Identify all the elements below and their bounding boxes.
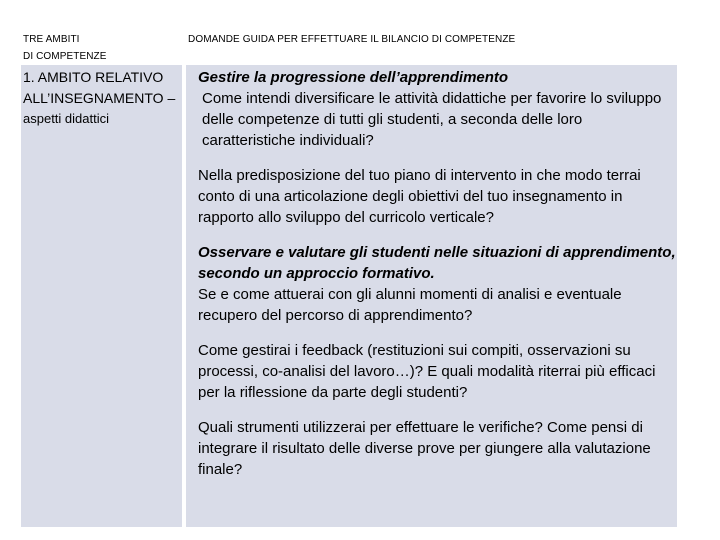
header-domande-guida: DOMANDE GUIDA PER EFFETTUARE IL BILANCIO DI COMPETENZE	[188, 34, 516, 45]
ambito-detail: aspetti didattici	[23, 111, 109, 126]
question-1-heading: Gestire la progressione dell’apprendimento	[198, 69, 509, 86]
question-4-text: Come gestirai i feedback (restituzioni sui compiti, osservazioni su processi, co-analisi del lavoro…)? E quali modalità riterrai più efficaci per la riflessione da parte degli studenti?	[198, 342, 656, 401]
header-tre-ambiti	[23, 31, 173, 65]
question-block-1	[198, 67, 677, 151]
questions-cell	[186, 65, 677, 527]
question-3-text: Se e come attuerai con gli alunni momenti di analisi e eventuale recupero del percorso di apprendimento?	[198, 286, 622, 324]
ambito-title: 1. AMBITO RELATIVO	[23, 69, 164, 85]
header-left-line2: DI COMPETENZE	[23, 51, 107, 62]
question-1-text: Come intendi diversificare le attività didattiche per favorire lo sviluppo delle competenze di tutti gli studenti, a seconda delle loro caratteristiche individuali?	[202, 90, 662, 149]
ambito-cell	[21, 65, 182, 527]
question-3-heading: Osservare e valutare gli studenti nelle situazioni di apprendimento, secondo un approccio formativo.	[198, 244, 676, 282]
question-block-3	[198, 242, 677, 326]
header-left-line1: TRE AMBITI	[23, 34, 80, 45]
question-5-text: Quali strumenti utilizzerai per effettuare le verifiche? Come pensi di integrare il risultato delle diverse prove per giungere alla valutazione finale?	[198, 419, 651, 478]
ambito-subtitle: ALL’INSEGNAMENTO –	[23, 90, 176, 106]
question-2-text: Nella predisposizione del tuo piano di intervento in che modo terrai conto di una articolazione degli obiettivi del tuo insegnamento in rapporto allo sviluppo del curricolo verticale?	[198, 167, 641, 226]
